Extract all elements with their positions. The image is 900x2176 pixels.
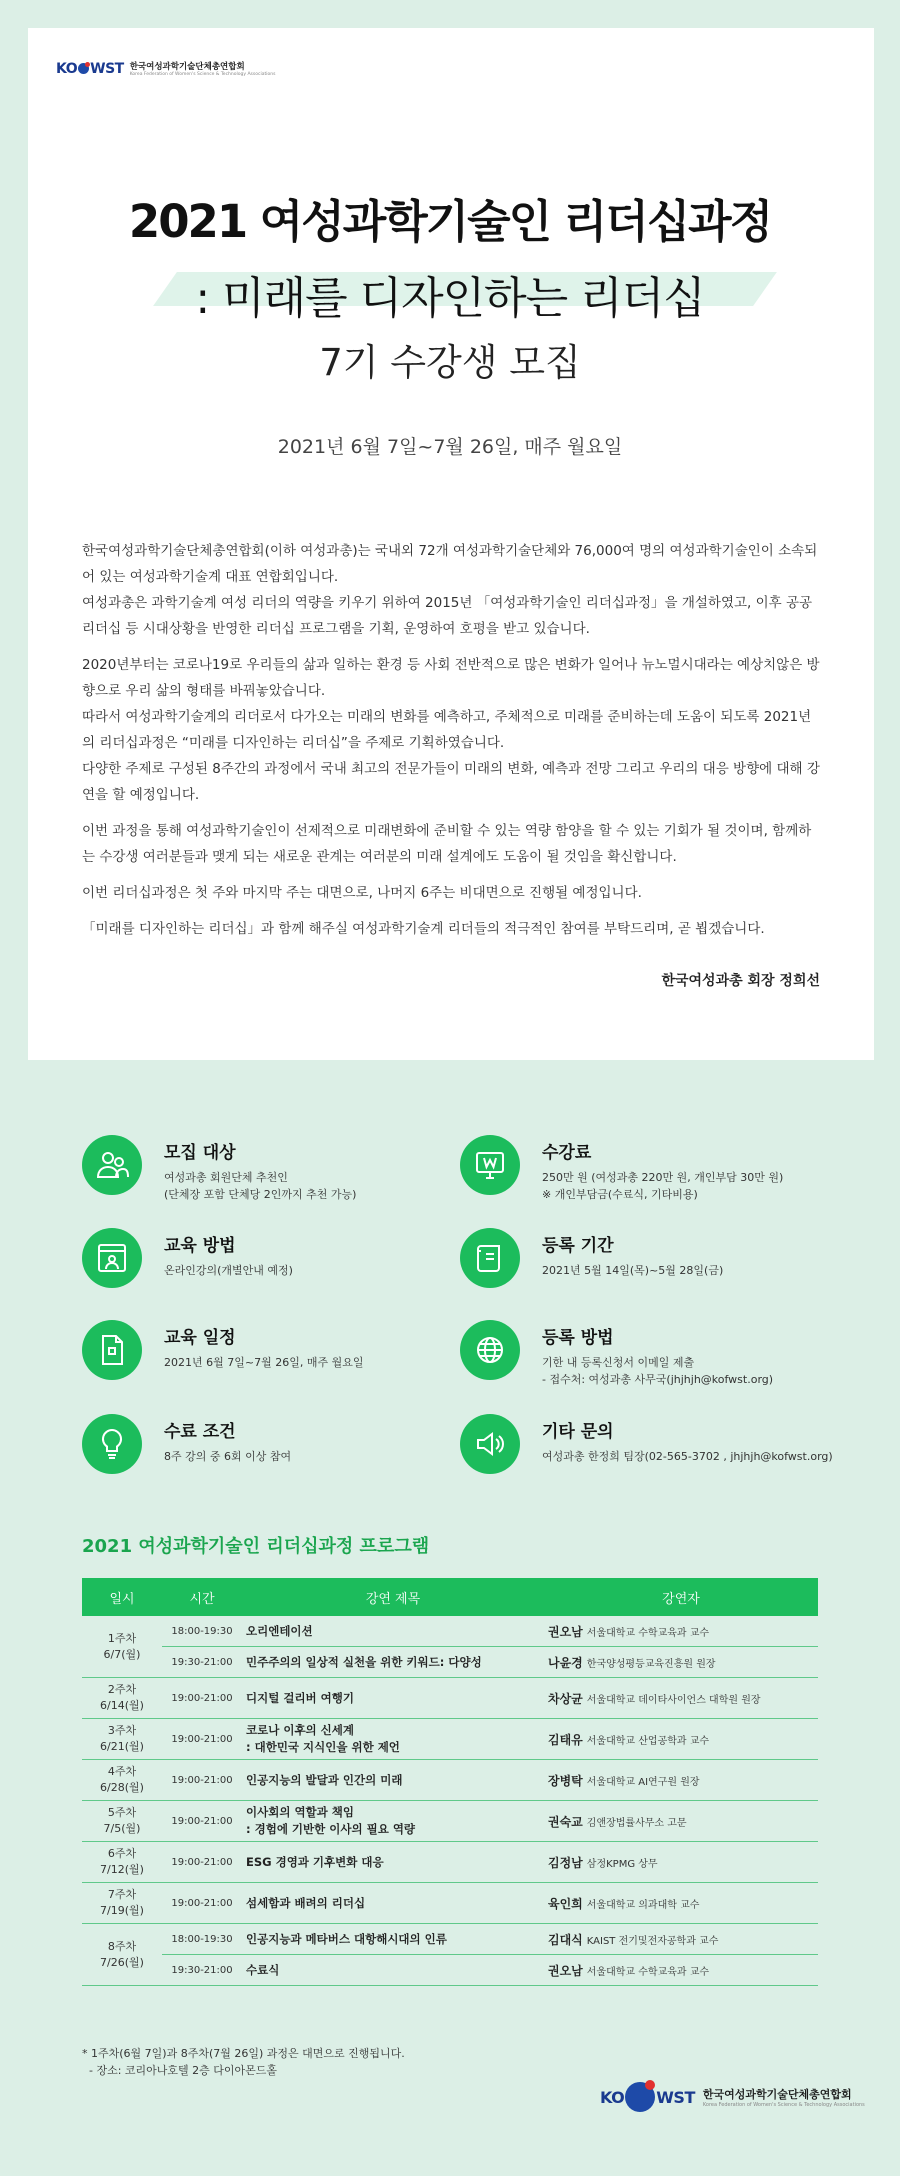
session-title: 수료식: [242, 1955, 544, 1986]
week-date: 7/26(월): [100, 1955, 144, 1969]
kofwst-logo-mark: KO WST: [600, 2082, 695, 2112]
session-title: 코로나 이후의 신세계 : 대한민국 지식인을 위한 제언: [242, 1719, 544, 1760]
speaker-name: 김대식: [548, 1932, 583, 1947]
speaker-affiliation: 한국양성평등교육진흥원 원장: [586, 1658, 716, 1670]
program-title: 2021 여성과학기술인 리더십과정 프로그램: [82, 1536, 430, 1557]
info-period: [460, 1228, 723, 1288]
page-subtitle: : 미래를 디자인하는 리더십: [195, 273, 705, 324]
info-desc: 온라인강의(개별안내 예정): [164, 1264, 293, 1277]
info-fee: [460, 1135, 783, 1203]
online-lecture-icon: [82, 1228, 142, 1288]
recruit-title: 7기 수강생 모집: [319, 341, 581, 384]
intro-paragraph: 여성과총은 과학기술계 여성 리더의 역량을 키우기 위하여 2015년 「여성과학기술인 리더십과정」을 개설하였고, 이후 공공리더십 등 시대상황을 반영한 리더십 프로그램을 기획, 운영하여 호평을 받고 있습니다.: [82, 595, 813, 637]
scroll-icon: [460, 1228, 520, 1288]
week-cell: [82, 1801, 162, 1842]
org-name-ko: 한국여성과학기술단체총연합회: [702, 2088, 852, 2101]
session-time: 19:30-21:00: [162, 1955, 242, 1986]
info-desc: ※ 개인부담금(수료식, 기타비용): [542, 1188, 698, 1201]
info-title: 교육 일정: [164, 1328, 236, 1348]
week-date: 6/14(월): [100, 1699, 144, 1712]
session-speaker: [544, 1955, 818, 1986]
intro-paragraph: 2020년부터는 코로나19로 우리들의 삶과 일하는 환경 등 사회 전반적으로 많은 변화가 일어나 뉴노멀시대라는 예상치않은 방향으로 우리 삶의 형태를 바꿔놓았습니다.: [82, 657, 820, 699]
week-cell: [82, 1678, 162, 1719]
intro-paragraph: 이번 과정을 통해 여성과학기술인이 선제적으로 미래변화에 준비할 수 있는 역량 함양을 할 수 있는 기회가 될 것이며, 함께하는 수강생 여러분들과 맺게 되는 새로운 관계는 여러분의 미래 설계에도 도움이 될 것임을 확신합니다.: [82, 823, 812, 865]
speaker-name: 김정남: [548, 1855, 583, 1870]
speaker-affiliation: 서울대학교 수학교육과 교수: [586, 1966, 710, 1978]
session-speaker: [544, 1719, 818, 1760]
info-desc: 기한 내 등록신청서 이메일 제출: [542, 1356, 695, 1369]
intro-paragraph: 「미래를 디자인하는 리더십」과 함께 해주실 여성과학기술계 리더들의 적극적인 참여를 부탁드리며, 곧 뵙겠습니다.: [82, 921, 765, 937]
session-speaker: [544, 1801, 818, 1842]
week-label: 8주차: [107, 1939, 137, 1953]
info-registration: [460, 1320, 773, 1388]
session-title: 인공지능과 메타버스 대항해시대의 인류: [242, 1924, 544, 1955]
document-icon: [82, 1320, 142, 1380]
session-time: 18:00-19:30: [162, 1616, 242, 1647]
note-line: - 장소: 코리아나호텔 2층 다이아몬드홀: [82, 2064, 278, 2077]
bulb-icon: [82, 1414, 142, 1474]
info-method: [82, 1228, 293, 1288]
week-label: 6주차: [107, 1847, 137, 1860]
session-speaker: [544, 1924, 818, 1955]
note-line: * 1주차(6월 7일)과 8주차(7월 26일) 과정은 대면으로 진행됩니다.: [82, 2047, 405, 2060]
table-row: [82, 1760, 818, 1801]
session-time: 19:00-21:00: [162, 1719, 242, 1760]
info-desc: - 접수처: 여성과총 사무국(jhjhjh@kofwst.org): [542, 1373, 774, 1386]
speaker-name: 김태유: [548, 1732, 583, 1747]
info-desc: 2021년 6월 7일~7월 26일, 매주 월요일: [164, 1356, 364, 1369]
info-title: 수강료: [542, 1143, 592, 1163]
session-speaker: [544, 1842, 818, 1883]
col-time: 시간: [162, 1578, 242, 1616]
org-name-en: Korea Federation of Women's Science & Technology Associations: [129, 72, 276, 77]
globe-icon: [460, 1320, 520, 1380]
session-speaker: [544, 1883, 818, 1924]
session-time: 19:00-21:00: [162, 1842, 242, 1883]
info-title: 등록 기간: [542, 1236, 614, 1256]
intro-paragraph: 한국여성과학기술단체총연합회(이하 여성과총)는 국내외 72개 여성과학기술단체와 76,000여 명의 여성과학기술인이 소속되어 있는 여성과학기술계 대표 연합회입니다.: [82, 543, 818, 585]
signature: 한국여성과총 회장 정희선: [661, 973, 820, 989]
speaker-affiliation: 서울대학교 AI연구원 원장: [586, 1776, 700, 1788]
session-title: 디지털 걸리버 여행기: [242, 1678, 544, 1719]
week-label: 1주차: [107, 1631, 137, 1645]
intro-paragraph: 이번 리더십과정은 첫 주와 마지막 주는 대면으로, 나머지 6주는 비대면으로 진행될 예정입니다.: [82, 885, 642, 901]
speaker-affiliation: 서울대학교 수학교육과 교수: [586, 1627, 710, 1639]
table-row: [82, 1924, 818, 1955]
session-title: 인공지능의 발달과 인간의 미래: [242, 1760, 544, 1801]
week-cell: [82, 1883, 162, 1924]
week-cell: [82, 1924, 162, 1986]
info-desc: 여성과총 한정희 팀장(02-565-3702 , jhjhjh@kofwst.org): [542, 1450, 833, 1463]
session-time: 19:00-21:00: [162, 1801, 242, 1842]
session-speaker: [544, 1647, 818, 1678]
table-row: [82, 1719, 818, 1760]
week-date: 7/19(월): [100, 1904, 144, 1917]
table-header-row: [82, 1578, 818, 1616]
session-title: 이사회의 역할과 책임 : 경험에 기반한 이사의 필요 역량: [242, 1801, 544, 1842]
speaker-affiliation: 서울대학교 데이타사이언스 대학원 원장: [586, 1694, 761, 1706]
week-label: 2주차: [107, 1683, 137, 1696]
info-completion: [82, 1414, 291, 1474]
session-title: 섬세함과 배려의 리더십: [242, 1883, 544, 1924]
info-desc: (단체장 포함 단체당 2인까지 추천 가능): [164, 1188, 357, 1201]
kofwst-logo-mark: KO WST: [56, 60, 124, 77]
table-row: [82, 1678, 818, 1719]
speaker-name: 장병탁: [548, 1773, 583, 1788]
week-cell: [82, 1616, 162, 1678]
col-title: 강연 제목: [242, 1578, 544, 1616]
info-title: 교육 방법: [164, 1236, 236, 1256]
info-target: [82, 1135, 356, 1203]
table-row: [82, 1647, 818, 1678]
col-date: 일시: [82, 1578, 162, 1616]
kofwst-logo-bottom: [600, 2082, 865, 2112]
speaker-name: 권오남: [548, 1624, 583, 1639]
table-row: [82, 1883, 818, 1924]
monitor-won-icon: [460, 1135, 520, 1195]
week-label: 7주차: [107, 1888, 137, 1901]
col-speaker: 강연자: [544, 1578, 818, 1616]
speaker-affiliation: 김앤장법률사무소 고문: [586, 1817, 687, 1829]
week-cell: [82, 1719, 162, 1760]
intro-paragraph: 따라서 여성과학기술계의 리더로서 다가오는 미래의 변화를 예측하고, 주체적으로 미래를 준비하는데 도움이 되도록 2021년의 리더십과정은 “미래를 디자인하는 리더십”을 주제로 기획하였습니다.: [82, 709, 812, 751]
speaker-affiliation: 삼정KPMG 상무: [586, 1858, 658, 1870]
info-title: 등록 방법: [542, 1328, 614, 1348]
week-cell: [82, 1842, 162, 1883]
speaker-affiliation: 서울대학교 의과대학 교수: [586, 1899, 700, 1911]
session-time: 19:00-21:00: [162, 1883, 242, 1924]
info-contact: [460, 1414, 833, 1474]
org-name-ko: 한국여성과학기술단체총연합회: [129, 62, 245, 72]
speaker-name: 육인희: [548, 1896, 583, 1911]
session-time: 19:00-21:00: [162, 1678, 242, 1719]
org-name-en: Korea Federation of Women's Science & Technology Associations: [702, 2102, 865, 2108]
page-title: 2021 여성과학기술인 리더십과정: [128, 195, 772, 248]
week-date: 7/5(월): [103, 1822, 141, 1835]
speaker-name: 나윤경: [548, 1655, 583, 1670]
session-time: 19:00-21:00: [162, 1760, 242, 1801]
people-icon: [82, 1135, 142, 1195]
intro-text: [82, 538, 822, 942]
table-row: [82, 1801, 818, 1842]
intro-paragraph: 다양한 주제로 구성된 8주간의 과정에서 국내 최고의 전문가들이 미래의 변화, 예측과 전망 그리고 우리의 대응 방향에 대해 강연을 할 예정입니다.: [82, 761, 820, 803]
table-row: [82, 1616, 818, 1647]
program-note: [82, 2045, 405, 2079]
week-date: 6/28(월): [100, 1781, 144, 1794]
info-desc: 여성과총 회원단체 추천인: [164, 1171, 288, 1184]
info-desc: 2021년 5월 14일(목)~5월 28일(금): [542, 1264, 724, 1277]
session-time: 18:00-19:30: [162, 1924, 242, 1955]
table-row: [82, 1955, 818, 1986]
course-date: 2021년 6월 7일~7월 26일, 매주 월요일: [277, 436, 623, 458]
speaker-icon: [460, 1414, 520, 1474]
info-desc: 250만 원 (여성과총 220만 원, 개인부담 30만 원): [542, 1171, 784, 1184]
info-title: 기타 문의: [542, 1422, 614, 1442]
week-label: 3주차: [107, 1724, 137, 1737]
speaker-affiliation: 서울대학교 산업공학과 교수: [586, 1735, 710, 1747]
session-title: ESG 경영과 기후변화 대응: [242, 1842, 544, 1883]
speaker-name: 권숙교: [548, 1814, 583, 1829]
week-date: 7/12(월): [100, 1863, 144, 1876]
program-table: [82, 1578, 818, 1986]
speaker-affiliation: KAIST 전기및전자공학과 교수: [586, 1935, 719, 1947]
week-date: 6/21(월): [100, 1740, 144, 1753]
week-label: 5주차: [107, 1806, 137, 1819]
speaker-name: 권오남: [548, 1963, 583, 1978]
session-speaker: [544, 1616, 818, 1647]
speaker-name: 차상균: [548, 1691, 583, 1706]
week-date: 6/7(월): [103, 1647, 141, 1661]
kofwst-logo-top: [56, 60, 275, 77]
week-cell: [82, 1760, 162, 1801]
info-schedule: [82, 1320, 363, 1380]
info-title: 수료 조건: [164, 1422, 236, 1442]
session-title: 오리엔테이션: [242, 1616, 544, 1647]
session-speaker: [544, 1760, 818, 1801]
session-speaker: [544, 1678, 818, 1719]
session-title: 민주주의의 일상적 실천을 위한 키워드: 다양성: [242, 1647, 544, 1678]
info-title: 모집 대상: [164, 1143, 236, 1163]
info-desc: 8주 강의 중 6회 이상 참여: [164, 1450, 292, 1463]
session-time: 19:30-21:00: [162, 1647, 242, 1678]
table-row: [82, 1842, 818, 1883]
week-label: 4주차: [107, 1765, 137, 1778]
